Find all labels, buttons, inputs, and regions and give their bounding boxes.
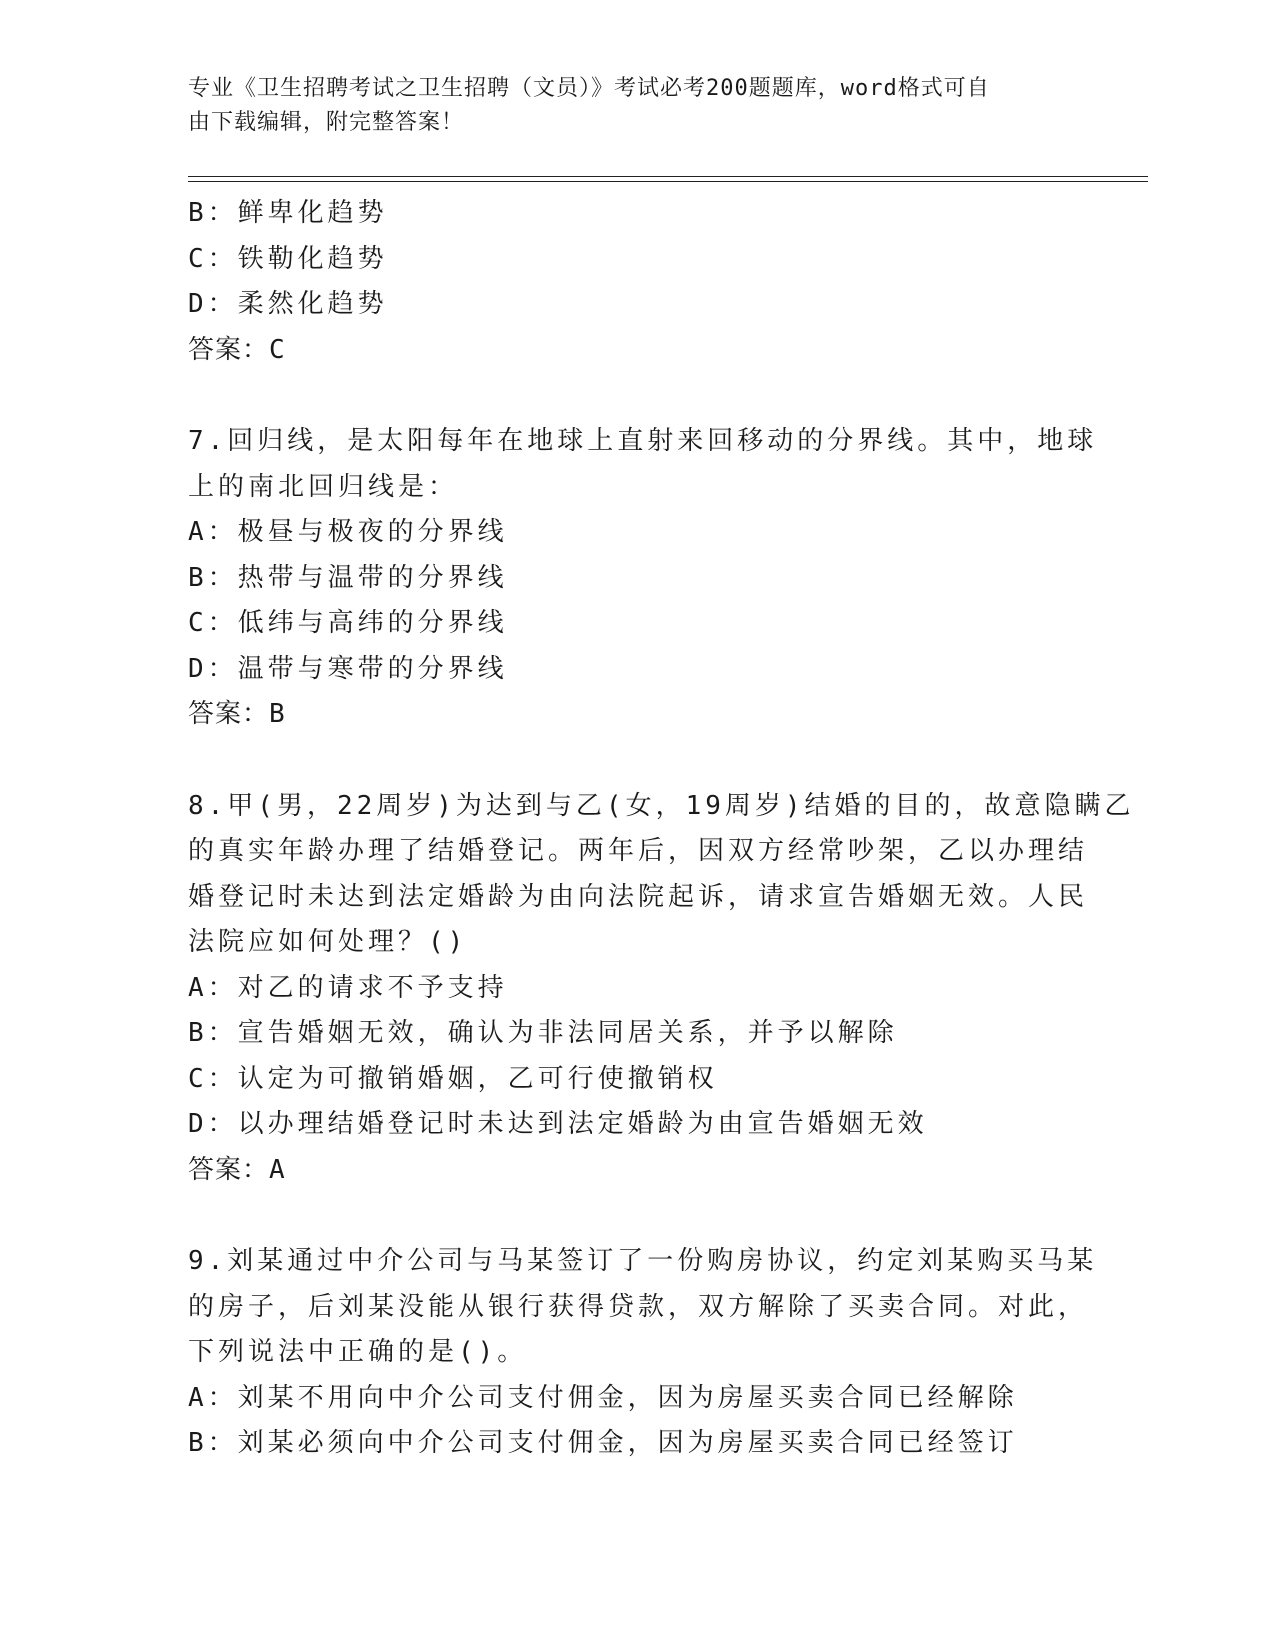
question-content: [188, 191, 1135, 1467]
option-c: C：低纬与高纬的分界线: [188, 608, 508, 638]
header-divider-top: [188, 176, 1148, 177]
question-stem-line: 9.刘某通过中介公司与马某签订了一份购房协议，约定刘某购买马某: [188, 1246, 1098, 1276]
question-8: [188, 784, 1135, 1194]
option-d: D：温带与寒带的分界线: [188, 653, 508, 684]
option-a: A：对乙的请求不予支持: [188, 972, 508, 1003]
option-b: B：热带与温带的分界线: [188, 562, 508, 593]
question-stem-line: 7.回归线，是太阳每年在地球上直射来回移动的分界线。其中，地球: [188, 426, 1098, 456]
option-a: A：极昼与极夜的分界线: [188, 517, 508, 547]
spacer: [188, 373, 1088, 419]
document-header: [188, 72, 1088, 140]
option-d: D：柔然化趋势: [188, 289, 388, 319]
question-stem-line: 的房子，后刘某没能从银行获得贷款，双方解除了买卖合同。对此，: [188, 1291, 1089, 1322]
header-line-2: 由下载编辑，附完整答案！: [188, 110, 465, 135]
option-b: B：宣告婚姻无效，确认为非法同居关系，并予以解除: [188, 1018, 898, 1048]
question-stem-line: 上的南北回归线是：: [188, 471, 459, 502]
question-stem-line: 的真实年龄办理了结婚登记。两年后，因双方经常吵架，乙以办理结: [188, 836, 1089, 866]
header-line-1: 专业《卫生招聘考试之卫生招聘（文员）》考试必考200题题库，word格式可自: [188, 76, 990, 101]
answer-label: 答案：: [188, 1154, 270, 1185]
spacer: [188, 738, 1088, 784]
question-6-continued: [188, 191, 1088, 373]
question-stem-line: 婚登记时未达到法定婚龄为由向法院起诉，请求宣告婚姻无效。人民: [188, 881, 1089, 912]
question-stem-line: 法院应如何处理？(): [188, 927, 468, 957]
answer-line: [188, 692, 1088, 738]
option-a: A：刘某不用向中介公司支付佣金，因为房屋买卖合同已经解除: [188, 1382, 1018, 1413]
answer-label: 答案：: [188, 334, 270, 365]
answer-line: [188, 328, 1088, 374]
answer-value: A: [269, 1154, 286, 1185]
option-c: C：铁勒化趋势: [188, 243, 388, 274]
option-d: D：以办理结婚登记时未达到法定婚龄为由宣告婚姻无效: [188, 1109, 928, 1139]
answer-value: C: [269, 334, 286, 365]
answer-value: B: [269, 699, 286, 729]
option-b: B：刘某必须向中介公司支付佣金，因为房屋买卖合同已经签订: [188, 1428, 1018, 1458]
spacer: [188, 1193, 1088, 1239]
question-stem-line: 8.甲(男，22周岁)为达到与乙(女，19周岁)结婚的目的，故意隐瞒乙: [188, 790, 1135, 821]
header-divider-bottom: [188, 181, 1148, 182]
answer-label: 答案：: [188, 699, 270, 729]
question-7: [188, 419, 1098, 738]
option-c: C：认定为可撤销婚姻，乙可行使撤销权: [188, 1063, 718, 1094]
answer-line: [188, 1148, 1088, 1194]
option-b: B：鲜卑化趋势: [188, 198, 388, 228]
question-stem-line: 下列说法中正确的是()。: [188, 1337, 528, 1367]
question-9: [188, 1239, 1098, 1467]
